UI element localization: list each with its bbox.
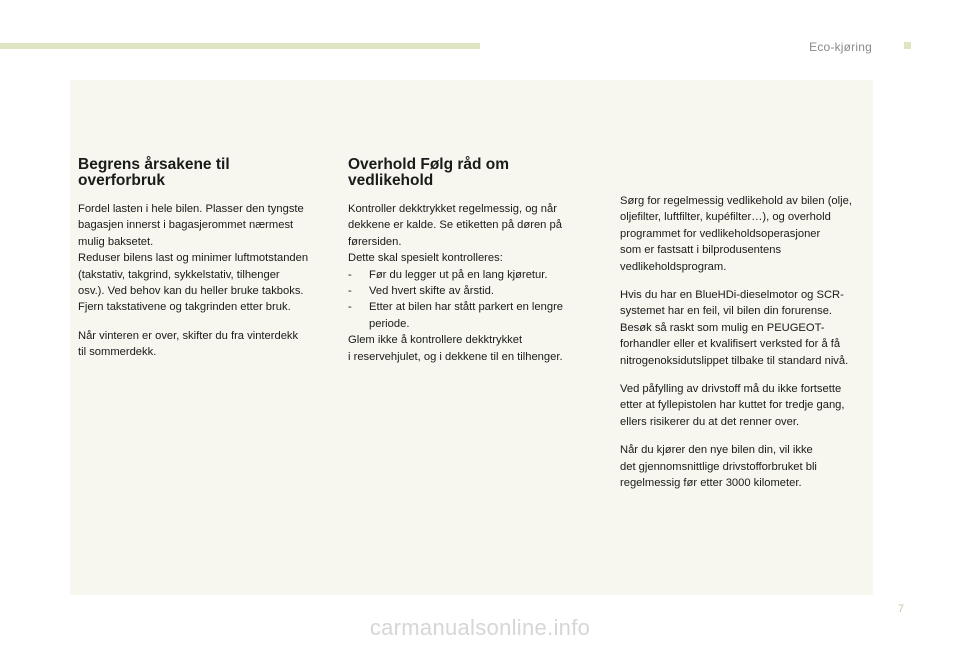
paragraph-winter-tyres: Når vinteren er over, skifter du fra vinterdekk til sommerdekk. bbox=[78, 329, 299, 359]
paragraph-bluehdi: Hvis du har en BlueHDi-dieselmotor og SCR- systemet har en feil, vil bilen din forurense. Besøk så raskt som mulig en PEUGEOT- forhandler eller et kvalifisert verksted for å få nitrogenoksidutslippet tilbake til standard nivå. bbox=[620, 289, 849, 367]
watermark: carmanualsonline.info bbox=[369, 615, 591, 640]
paragraph-service: Sørg for regelmessig vedlikehold av bilen (olje, oljefilter, luftfilter, kupéfilter…), og overhold programmet for vedlikeholdsoperasjoner som er fastsatt i bilprodusentens vedlikeholdsprogram. bbox=[620, 195, 852, 273]
section-title: Eco-kjøring bbox=[809, 40, 872, 54]
page-number: 7 bbox=[897, 603, 904, 615]
list-item: - Før du legger ut på en lang kjøretur. bbox=[348, 267, 598, 283]
list-item: - Etter at bilen har stått parkert en lengre periode. bbox=[348, 299, 598, 332]
paragraph-spare-wheel: Glem ikke å kontrollere dekktrykket i reservehjulet, og i dekkene til en tilhenger. bbox=[348, 334, 563, 363]
heading-overconsumption: Begrens årsakene til overforbruk bbox=[78, 156, 230, 189]
header-accent-bar bbox=[0, 43, 480, 49]
paragraph-tyre-pressure: Kontroller dekktrykket regelmessig, og når dekkene er kalde. Se etiketten på døren på førersiden. Dette skal spesielt kontrolleres: bbox=[348, 203, 562, 265]
list-item: - Ved hvert skifte av årstid. bbox=[348, 283, 598, 299]
column-maintenance-continued bbox=[620, 193, 870, 504]
paragraph-load: Fordel lasten i hele bilen. Plasser den tyngste bagasjen innerst i bagasjerommet nærmest mulig baksetet. Reduser bilens last og minimer luftmotstanden (takstativ, takgrind, sykkelstativ, tilhenger osv.). Ved behov kan du heller bruke takboks. Fjern takstativene og takgrinden etter bruk. bbox=[78, 203, 309, 314]
column-overconsumption bbox=[78, 157, 333, 373]
section-marker bbox=[904, 42, 911, 49]
paragraph-refuelling: Ved påfylling av drivstoff må du ikke fortsette etter at fyllepistolen har kuttet for tredje gang, ellers risikerer du at det renner over. bbox=[620, 383, 845, 428]
check-list bbox=[348, 267, 598, 333]
column-maintenance bbox=[348, 157, 598, 365]
heading-maintenance: Overhold Følg råd om vedlikehold bbox=[348, 156, 510, 189]
paragraph-new-car: Når du kjører den nye bilen din, vil ikke det gjennomsnittlige drivstofforbruket bli regelmessig før etter 3000 kilometer. bbox=[620, 444, 817, 490]
